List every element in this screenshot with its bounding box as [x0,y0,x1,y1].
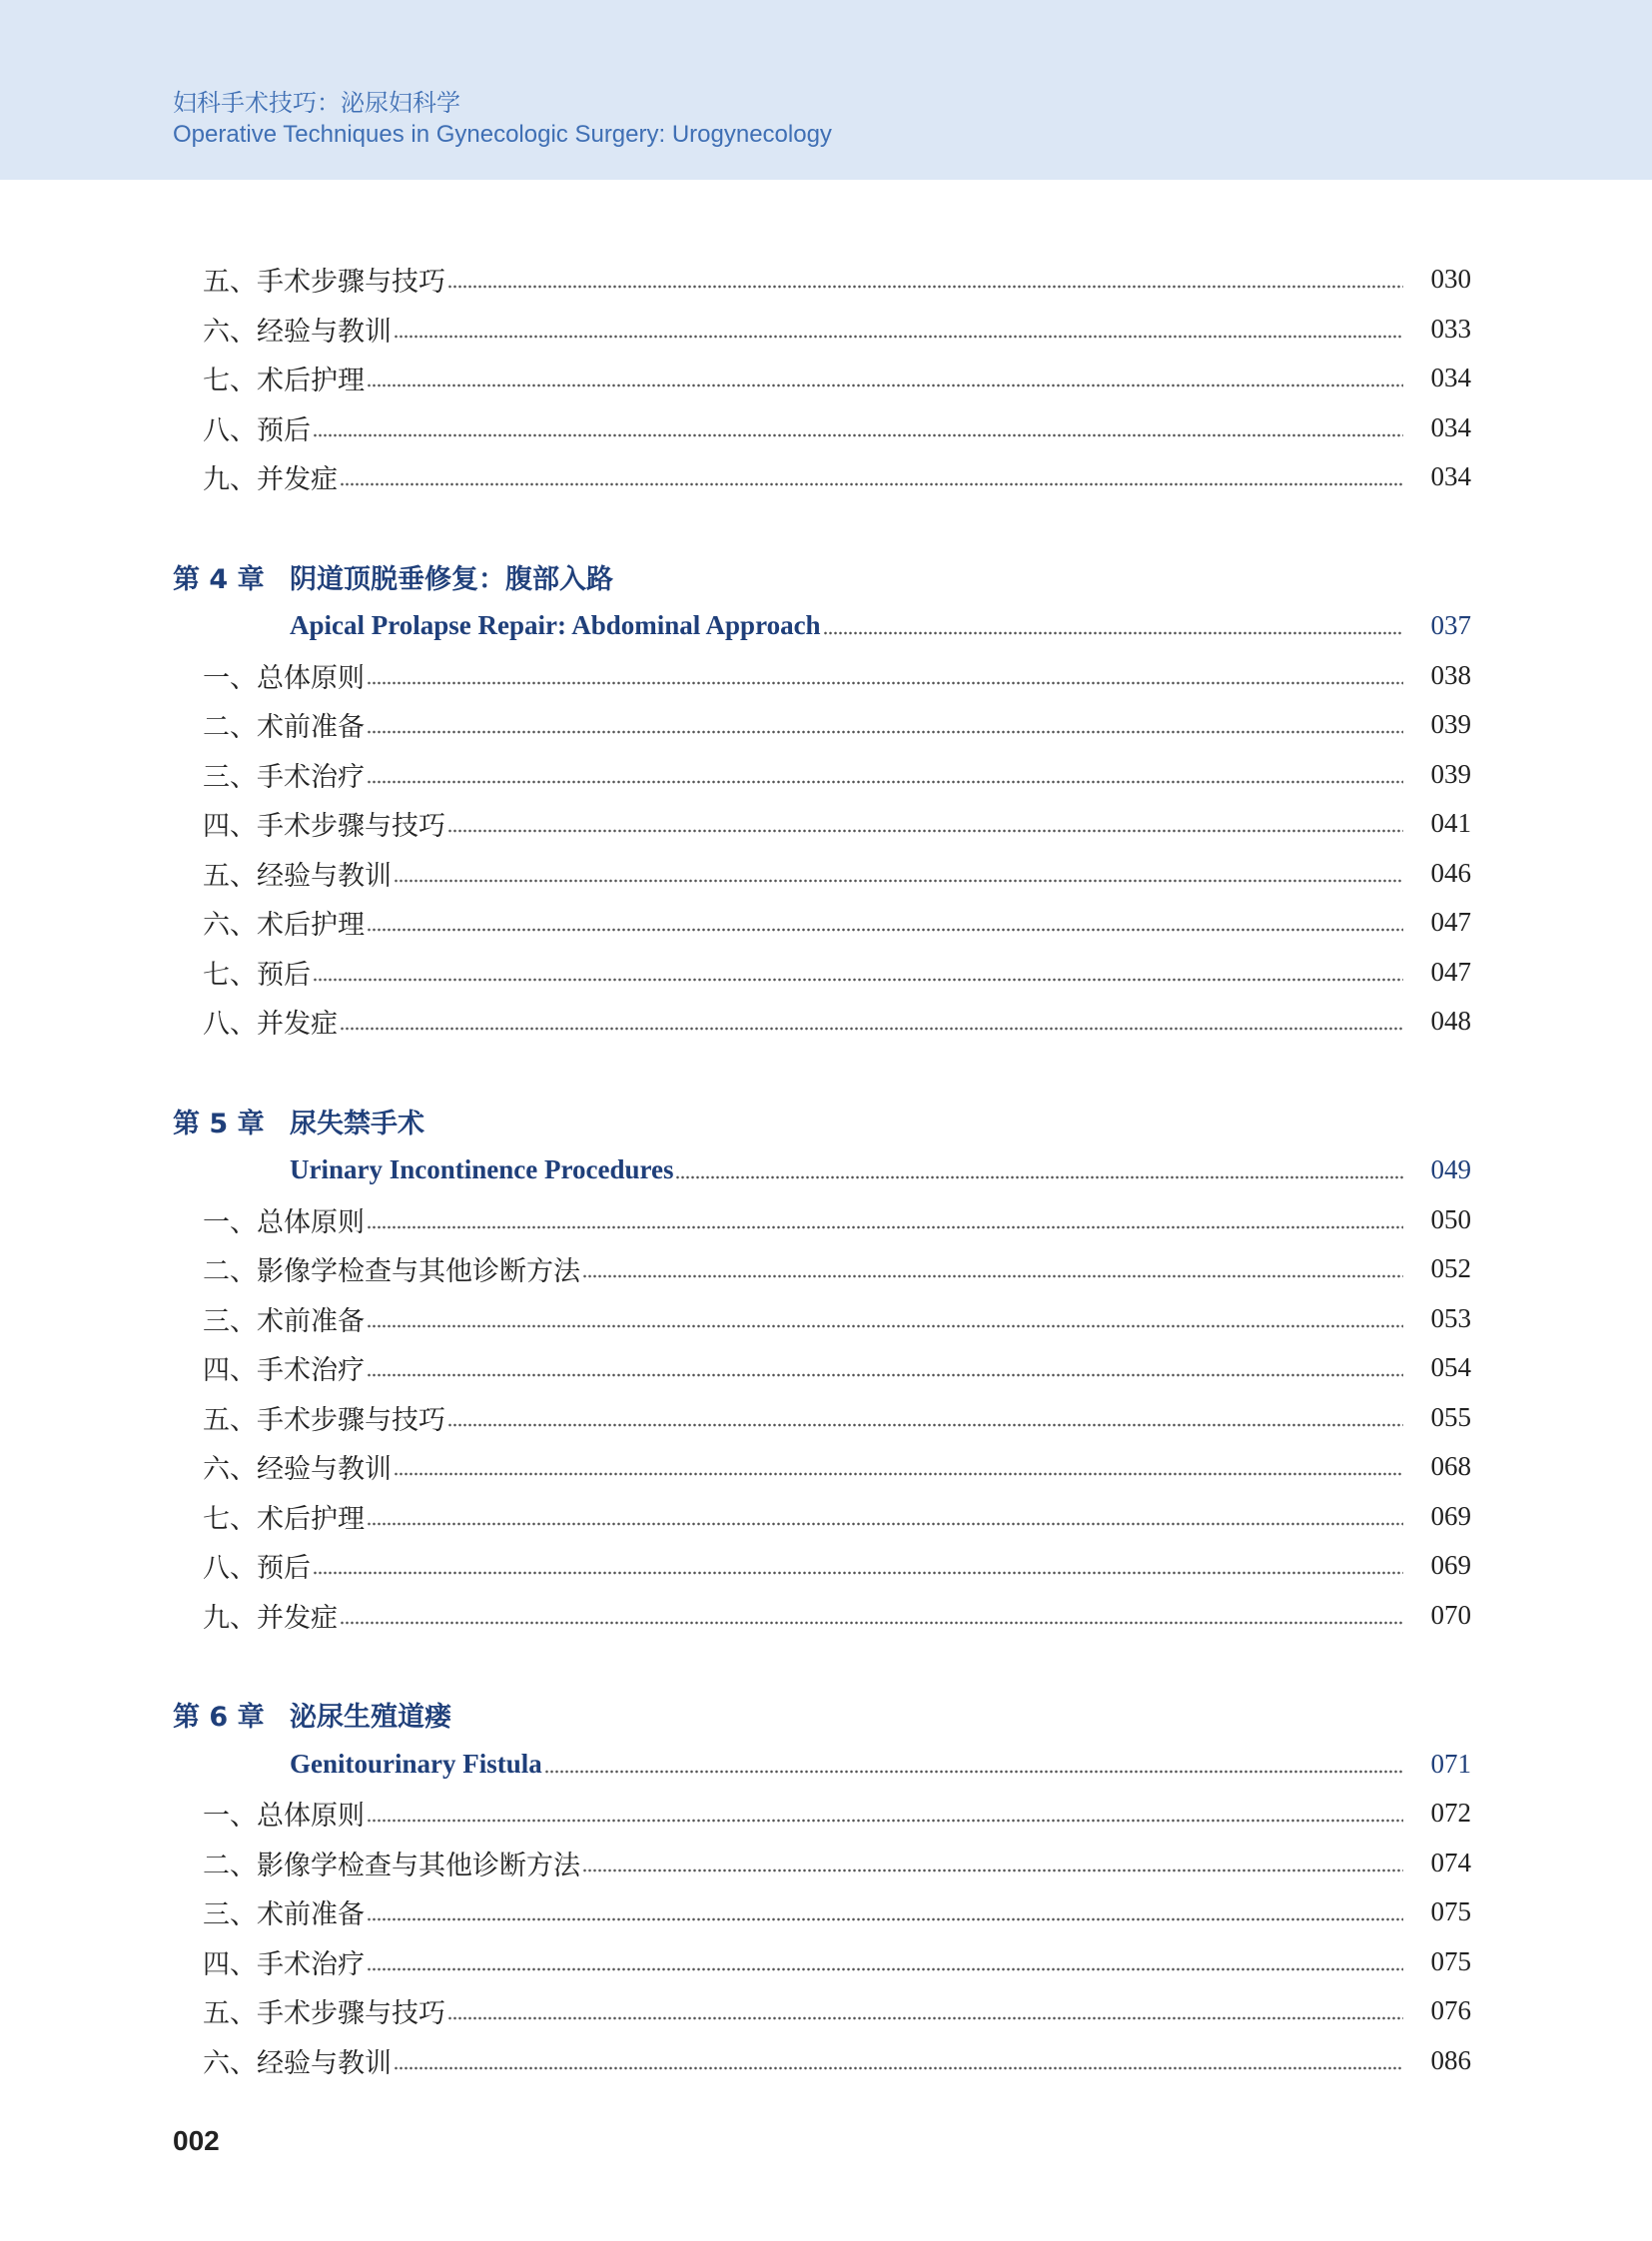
toc-entry[interactable] [203,1941,1471,1981]
entry-page-number: 086 [1430,2044,1471,2075]
dot-leader [394,853,1403,893]
dot-leader [367,754,1403,794]
entry-title: Genitourinary Fistula [290,1748,542,1779]
entry-page-number: 050 [1430,1203,1471,1234]
page-number: 002 [173,2125,220,2156]
entry-page-number: 034 [1430,411,1471,442]
entry-title: 九、并发症 [203,457,340,496]
book-title-chinese: 妇科手术技巧：泌尿妇科学 [173,89,460,117]
entry-page-number: 053 [1430,1302,1471,1333]
toc-entry[interactable] [203,1347,1471,1387]
entry-title: 四、手术治疗 [203,1348,367,1387]
dot-leader [340,1001,1403,1041]
chapter-title-english-entry[interactable] [290,1149,1471,1189]
toc-entry[interactable] [203,407,1471,447]
chapter-heading[interactable] [173,1101,424,1140]
running-header [0,0,1652,180]
dot-leader [367,902,1403,942]
dot-leader [367,1199,1403,1239]
entry-page-number: 034 [1430,362,1471,392]
entry-title: 二、影像学检查与其他诊断方法 [203,1844,582,1882]
dot-leader [447,803,1403,843]
entry-page-number: 037 [1430,609,1471,640]
entry-title: 三、术前准备 [203,1892,367,1931]
toc-entry[interactable] [203,309,1471,349]
entry-title: 八、预后 [203,408,313,447]
entry-title: 六、经验与教训 [203,1447,394,1486]
entry-page-number: 038 [1430,659,1471,690]
dot-leader [675,1149,1403,1189]
dot-leader [367,1793,1403,1833]
dot-leader [394,309,1403,349]
entry-title: 七、预后 [203,953,313,992]
toc-entry[interactable] [203,952,1471,992]
dot-leader [367,1298,1403,1338]
dot-leader [544,1744,1403,1784]
toc-entry[interactable] [203,259,1471,299]
toc-entry[interactable] [203,853,1471,893]
entry-page-number: 048 [1430,1005,1471,1036]
entry-page-number: 047 [1430,956,1471,987]
toc-entry[interactable] [203,1001,1471,1041]
dot-leader [367,1496,1403,1536]
toc-entry[interactable] [203,803,1471,843]
toc-entry[interactable] [203,902,1471,942]
entry-page-number: 075 [1430,1895,1471,1926]
toc-entry[interactable] [203,358,1471,397]
toc-entry[interactable] [203,754,1471,794]
entry-page-number: 074 [1430,1847,1471,1877]
entry-page-number: 071 [1430,1748,1471,1779]
entry-title: 六、经验与教训 [203,2041,394,2080]
entry-title: 五、手术步骤与技巧 [203,1398,447,1437]
entry-page-number: 070 [1430,1599,1471,1630]
dot-leader [447,1990,1403,2030]
entry-title: 七、术后护理 [203,1497,367,1536]
dot-leader [313,1545,1403,1585]
toc-entry[interactable] [203,1843,1471,1882]
entry-page-number: 054 [1430,1351,1471,1382]
chapter-title-chinese: 泌尿生殖道瘘 [290,1701,451,1733]
entry-title: 五、手术步骤与技巧 [203,1991,447,2030]
entry-page-number: 047 [1430,906,1471,937]
chapter-title-chinese: 阴道顶脱垂修复：腹部入路 [290,563,613,595]
entry-title: 五、经验与教训 [203,854,394,893]
chapter-number: 第 6 章 [173,1701,265,1733]
toc-entry[interactable] [203,2040,1471,2080]
entry-page-number: 069 [1430,1500,1471,1531]
dot-leader [340,456,1403,496]
toc-entry[interactable] [203,1545,1471,1585]
chapter-title-english-entry[interactable] [290,1744,1471,1784]
entry-title: Apical Prolapse Repair: Abdominal Approach [290,609,821,640]
dot-leader [394,1446,1403,1486]
toc-entry[interactable] [203,1199,1471,1239]
dot-leader [340,1595,1403,1635]
toc-entry[interactable] [203,1397,1471,1437]
entry-title: 三、术前准备 [203,1299,367,1338]
entry-title: 四、手术治疗 [203,1942,367,1981]
entry-page-number: 055 [1430,1401,1471,1432]
entry-title: Urinary Incontinence Procedures [290,1153,674,1184]
dot-leader [447,1397,1403,1437]
dot-leader [582,1843,1403,1882]
chapter-heading[interactable] [173,1694,451,1734]
toc-entry[interactable] [203,1595,1471,1635]
toc-entry[interactable] [203,1990,1471,2030]
entry-page-number: 041 [1430,807,1471,838]
toc-entry[interactable] [203,1793,1471,1833]
entry-title: 八、预后 [203,1546,313,1585]
entry-title: 二、术前准备 [203,705,367,744]
entry-title: 九、并发症 [203,1596,340,1635]
toc-entry[interactable] [203,1891,1471,1931]
dot-leader [367,358,1403,397]
entry-page-number: 052 [1430,1252,1471,1283]
entry-page-number: 033 [1430,313,1471,344]
entry-page-number: 076 [1430,1994,1471,2025]
dot-leader [367,1891,1403,1931]
dot-leader [367,1347,1403,1387]
entry-title: 七、术后护理 [203,359,367,397]
entry-title: 三、手术治疗 [203,755,367,794]
entry-page-number: 068 [1430,1450,1471,1481]
toc-entry[interactable] [203,1298,1471,1338]
entry-title: 六、术后护理 [203,903,367,942]
entry-title: 一、总体原则 [203,1794,367,1833]
entry-page-number: 039 [1430,708,1471,739]
book-title-english: Operative Techniques in Gynecologic Surgery: Urogynecology [173,121,832,148]
toc-entry[interactable] [203,456,1471,496]
entry-title: 四、手术步骤与技巧 [203,804,447,843]
toc-entry[interactable] [203,704,1471,744]
chapter-number: 第 4 章 [173,563,265,595]
dot-leader [367,1941,1403,1981]
chapter-title-chinese: 尿失禁手术 [290,1108,424,1139]
entry-page-number: 069 [1430,1549,1471,1580]
entry-title: 八、并发症 [203,1002,340,1041]
chapter-title-english-entry[interactable] [290,605,1471,645]
toc-entry[interactable] [203,1496,1471,1536]
entry-page-number: 046 [1430,857,1471,888]
chapter-heading[interactable] [173,556,613,596]
toc-entry[interactable] [203,655,1471,695]
entry-title: 一、总体原则 [203,1200,367,1239]
entry-page-number: 034 [1430,460,1471,491]
entry-page-number: 039 [1430,758,1471,789]
dot-leader [367,704,1403,744]
entry-title: 一、总体原则 [203,656,367,695]
dot-leader [394,2040,1403,2080]
toc-entry[interactable] [203,1446,1471,1486]
dot-leader [582,1248,1403,1288]
chapter-number: 第 5 章 [173,1108,265,1139]
dot-leader [823,605,1403,645]
dot-leader [367,655,1403,695]
dot-leader [447,259,1403,299]
entry-title: 六、经验与教训 [203,310,394,349]
toc-entry[interactable] [203,1248,1471,1288]
entry-page-number: 049 [1430,1153,1471,1184]
entry-page-number: 030 [1430,263,1471,294]
dot-leader [313,407,1403,447]
entry-title: 五、手术步骤与技巧 [203,260,447,299]
entry-page-number: 075 [1430,1945,1471,1976]
dot-leader [313,952,1403,992]
entry-title: 二、影像学检查与其他诊断方法 [203,1249,582,1288]
entry-page-number: 072 [1430,1797,1471,1828]
